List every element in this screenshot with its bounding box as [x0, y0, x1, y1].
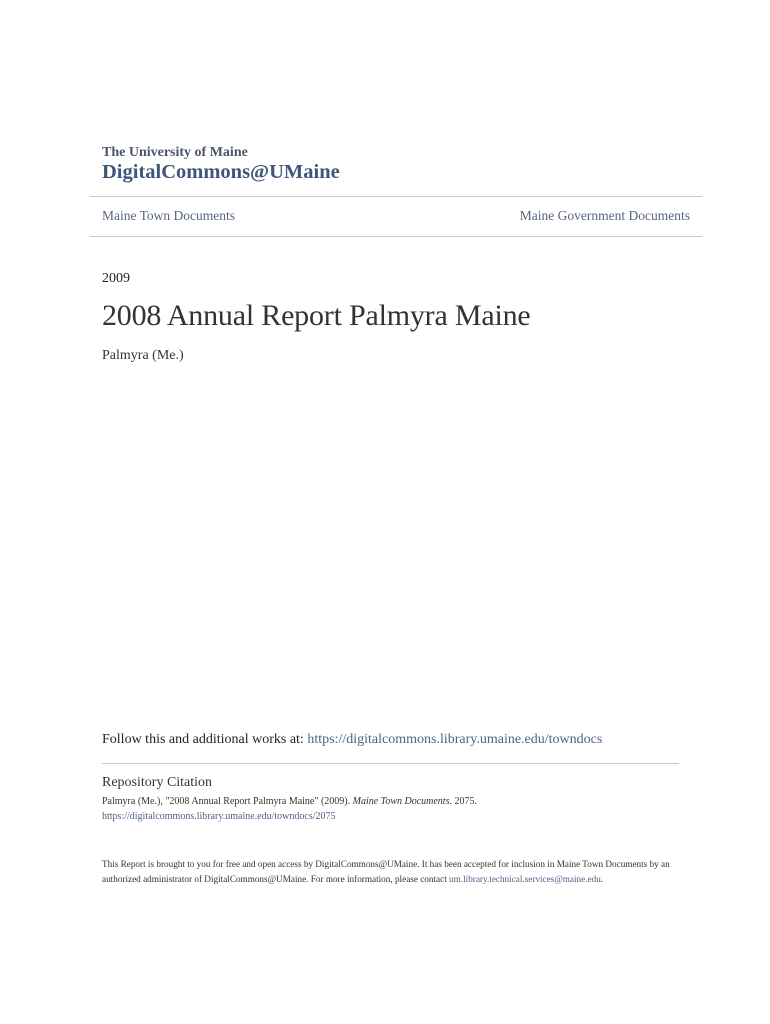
- contact-email-link[interactable]: um.library.technical.services@maine.edu: [449, 874, 601, 884]
- citation-text: [102, 796, 477, 807]
- follow-link[interactable]: https://digitalcommons.library.umaine.edu/towndocs: [307, 732, 603, 747]
- university-name: The University of Maine: [102, 145, 248, 160]
- top-divider: [90, 196, 702, 197]
- document-author: Palmyra (Me.): [102, 348, 184, 363]
- follow-line: [102, 732, 602, 748]
- notice-end: .: [600, 874, 604, 884]
- collection-link-government-documents[interactable]: Maine Government Documents: [519, 208, 690, 223]
- publication-year: 2009: [102, 271, 130, 286]
- follow-label: Follow this and additional works at:: [102, 732, 308, 747]
- citation-text-prefix: Palmyra (Me.), "2008 Annual Report Palmyra Maine" (2009).: [102, 796, 353, 807]
- citation-link[interactable]: https://digitalcommons.library.umaine.edu/towndocs/2075: [102, 811, 336, 822]
- document-title: 2008 Annual Report Palmyra Maine: [102, 299, 531, 332]
- notice-text: This Report is brought to you for free and open access by DigitalCommons@UMaine. It has been accepted for inclusion in Maine Town Documents by an authorized administrator of DigitalCommons@UMaine. For more information, please contact: [102, 859, 670, 884]
- citation-heading: Repository Citation: [102, 775, 213, 790]
- citation-divider: [102, 763, 679, 764]
- header-divider: [90, 236, 702, 237]
- citation-series: Maine Town Documents: [352, 796, 450, 807]
- collection-link-town-documents[interactable]: Maine Town Documents: [102, 208, 236, 223]
- repository-logo-text[interactable]: DigitalCommons@UMaine: [102, 161, 340, 183]
- access-notice: [102, 857, 692, 887]
- citation-text-suffix: . 2075.: [449, 796, 477, 807]
